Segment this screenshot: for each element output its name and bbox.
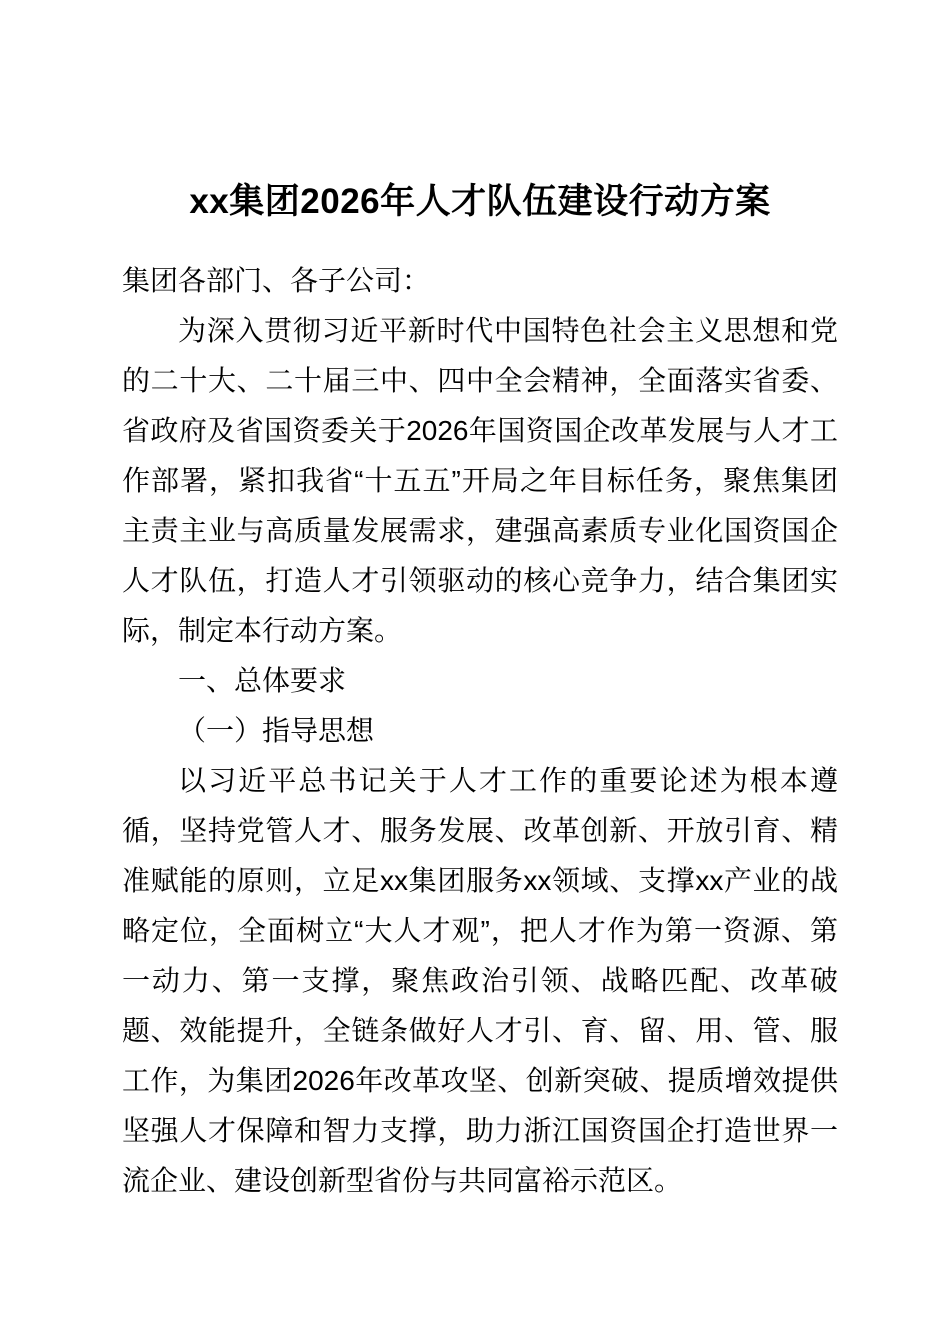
preamble-paragraph: 为深入贯彻习近平新时代中国特色社会主义思想和党的二十大、二十届三中、四中全会精神，全面落实省委、省政府及省国资委关于2026年国资国企改革发展与人才工作部署，紧扣我省“十五五”开局之年目标任务，聚焦集团主责主业与高质量发展需求，建强高素质专业化国资国企人才队伍，打造人才引领驱动的核心竞争力，结合集团实际，制定本行动方案。 — [122, 315, 838, 646]
salutation-line: 集团各部门、各子公司： — [122, 265, 431, 296]
section-heading-1: 一、总体要求 — [178, 665, 347, 696]
page-title: xx集团2026年人才队伍建设行动方案 — [189, 182, 771, 221]
subsection-heading-1-1: （一）指导思想 — [178, 715, 375, 746]
document-content — [122, 0, 838, 1206]
subsection-body-1-1: 以习近平总书记关于人才工作的重要论述为根本遵循，坚持党管人才、服务发展、改革创新、开放引育、精准赋能的原则，立足xx集团服务xx领域、支撑xx产业的战略定位，全面树立“大人才观”，把人才作为第一资源、第一动力、第一支撑，聚焦政治引领、战略匹配、改革破题、效能提升，全链条做好人才引、育、留、用、管、服工作，为集团2026年改革攻坚、创新突破、提质增效提供坚强人才保障和智力支撑，助力浙江国资国企打造世界一流企业、建设创新型省份与共同富裕示范区。 — [122, 765, 838, 1196]
